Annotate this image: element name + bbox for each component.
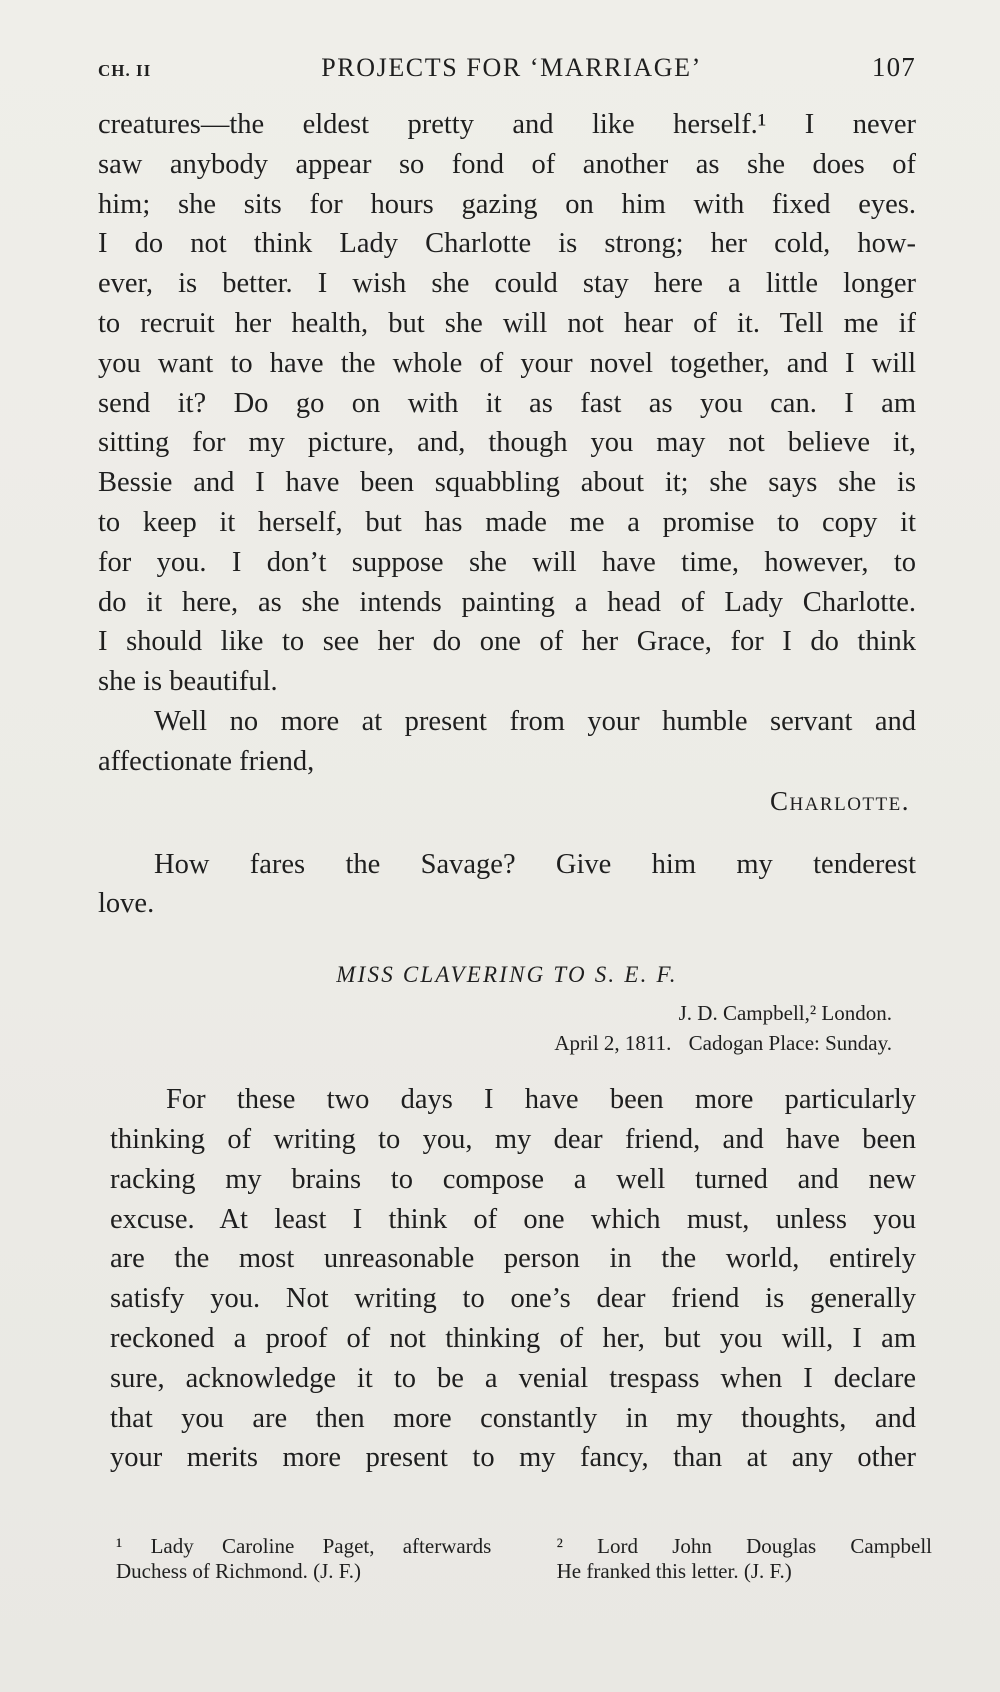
text-line: Well no more at present from your humble servant and — [154, 705, 916, 737]
text-line: are the most unreasonable person in the world, entirely — [110, 1243, 916, 1275]
footnote-line: ¹ Lady Caroline Paget, afterwards — [116, 1534, 492, 1558]
footnote-1 — [116, 1534, 491, 1584]
text-line: Bessie and I have been squabbling about it; she says she is — [98, 467, 916, 499]
text-line: ever, is better. I wish she could stay here a little longer — [98, 268, 916, 300]
text-line: I do not think Lady Charlotte is strong; her cold, how- — [98, 228, 916, 260]
footnote-2 — [557, 1534, 932, 1584]
page-number: 107 — [871, 52, 916, 82]
chapter-label: CH. II — [98, 61, 152, 80]
running-head — [98, 52, 916, 83]
footnote-line: He franked this letter. (J. F.) — [556, 1559, 792, 1583]
footnotes — [116, 1534, 932, 1584]
signature: Charlotte. — [769, 785, 910, 816]
letter1-paragraph1 — [98, 105, 916, 702]
text-line: thinking of writing to you, my dear friend, and have been — [110, 1123, 916, 1155]
text-line: creatures—the eldest pretty and like herself.¹ I never — [98, 109, 916, 140]
footnote-line: Duchess of Richmond. (J. F.) — [116, 1559, 362, 1583]
text-line: affectionate friend, — [98, 745, 315, 777]
text-line: sitting for my picture, and, though you may not believe it, — [98, 427, 916, 459]
text-line: racking my brains to compose a well turned and new — [110, 1163, 916, 1195]
text-line: for you. I don’t suppose she will have time, however, to — [98, 546, 916, 578]
section-spacer — [98, 924, 916, 962]
letter-heading: MISS CLAVERING TO S. E. F. — [336, 962, 678, 988]
letter2-paragraph1 — [98, 1080, 916, 1478]
address-line: J. D. Campbell,² London. — [678, 1001, 892, 1026]
letter-place: Cadogan Place: Sunday. — [688, 1031, 892, 1056]
letter1-postscript — [98, 845, 916, 925]
text-line: do it here, as she intends painting a head of Lady Charlotte. — [98, 586, 916, 618]
text-line: love. — [98, 888, 155, 920]
text-line: I should like to see her do one of her Grace, for I do think — [98, 626, 916, 658]
letter1-paragraph2 — [98, 702, 916, 782]
text-line: For these two days I have been more particularly — [166, 1084, 916, 1116]
letter-date: April 2, 1811. — [554, 1031, 672, 1056]
text-line: sure, acknowledge it to be a venial trespass when I declare — [110, 1362, 916, 1394]
text-line: she is beautiful. — [98, 666, 278, 698]
running-title: PROJECTS FOR ‘MARRIAGE’ — [321, 53, 702, 82]
text-line: that you are then more constantly in my thoughts, and — [110, 1402, 916, 1434]
text-line: send it? Do go on with it as fast as you can. I am — [98, 387, 916, 419]
text-line: saw anybody appear so fond of another as she does of — [98, 148, 916, 180]
letter-address — [98, 998, 892, 1058]
text-line: you want to have the whole of your novel together, and I will — [98, 347, 916, 379]
address-line — [98, 1028, 892, 1058]
text-line: How fares the Savage? Give him my tenderest — [154, 848, 916, 880]
text-line: to recruit her health, but she will not hear of it. Tell me if — [98, 307, 916, 339]
text-line: reckoned a proof of not thinking of her, but you will, I am — [110, 1322, 916, 1354]
footnote-line: ² Lord John Douglas Campbell — [556, 1534, 932, 1558]
text-line: satisfy you. Not writing to one’s dear friend is generally — [110, 1283, 916, 1315]
text-line: him; she sits for hours gazing on him with fixed eyes. — [98, 188, 916, 220]
text-line: to keep it herself, but has made me a promise to copy it — [98, 506, 916, 538]
text-line: your merits more present to my fancy, than at any other — [110, 1442, 916, 1474]
text-line: excuse. At least I think of one which must, unless you — [110, 1203, 916, 1235]
